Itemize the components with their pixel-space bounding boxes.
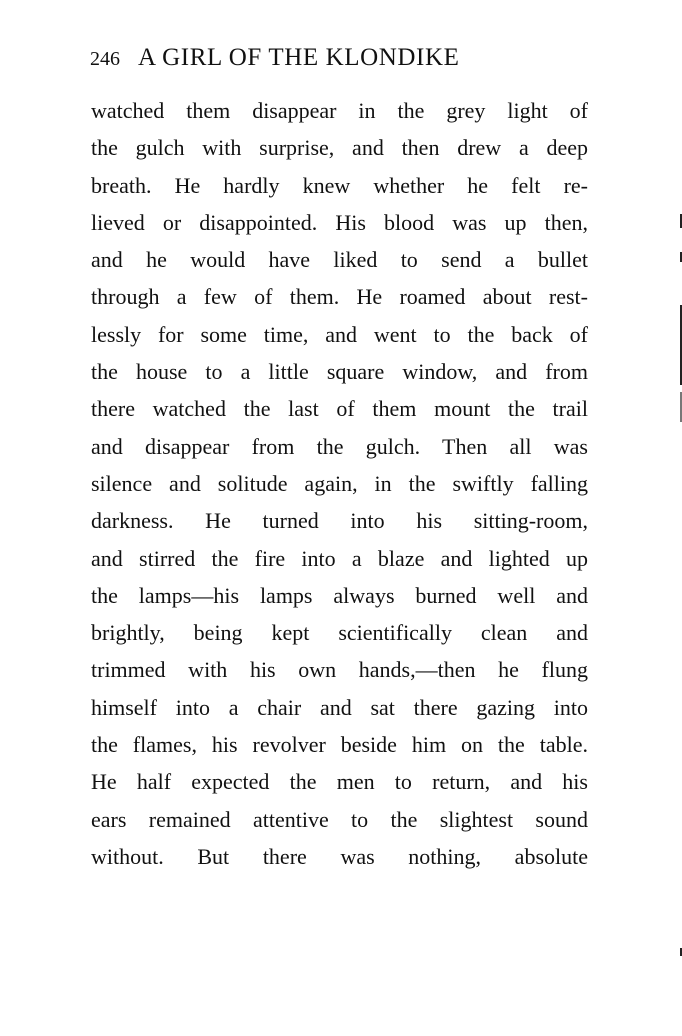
text-line: and he would have liked to send a bullet: [91, 247, 588, 273]
text-line: breath. He hardly knew whether he felt re-: [91, 172, 588, 198]
text-line: without. But there was nothing, absolute: [91, 843, 588, 869]
text-line: and disappear from the gulch. Then all was: [91, 433, 588, 459]
text-line: there watched the last of them mount the trail: [91, 396, 588, 422]
text-line: himself into a chair and sat there gazing into: [91, 694, 588, 720]
text-line: brightly, being kept scientifically clean and: [91, 620, 588, 646]
body-text: [91, 92, 588, 875]
text-line: ears remained attentive to the slightest sound: [91, 806, 588, 832]
text-line: the flames, his revolver beside him on the table.: [91, 732, 588, 758]
text-line: silence and solitude again, in the swiftly falling: [91, 470, 588, 496]
text-line: trimmed with his own hands,—then he flung: [91, 657, 588, 683]
text-line: through a few of them. He roamed about rest-: [91, 284, 588, 310]
text-line: darkness. He turned into his sitting-room,: [91, 508, 588, 534]
text-line: watched them disappear in the grey light of: [91, 98, 588, 123]
text-line: He half expected the men to return, and his: [91, 769, 588, 795]
text-line: and stirred the fire into a blaze and lighted up: [91, 545, 588, 571]
page-number: 246: [90, 48, 120, 70]
text-line: lessly for some time, and went to the back of: [91, 321, 588, 347]
text-line: the house to a little square window, and from: [91, 359, 588, 385]
text-line: lieved or disappointed. His blood was up then,: [91, 209, 588, 235]
running-title: A GIRL OF THE KLONDIKE: [138, 44, 460, 71]
text-line: the gulch with surprise, and then drew a deep: [91, 135, 588, 161]
text-line: the lamps—his lamps always burned well and: [91, 582, 588, 608]
page-header: [90, 44, 590, 76]
